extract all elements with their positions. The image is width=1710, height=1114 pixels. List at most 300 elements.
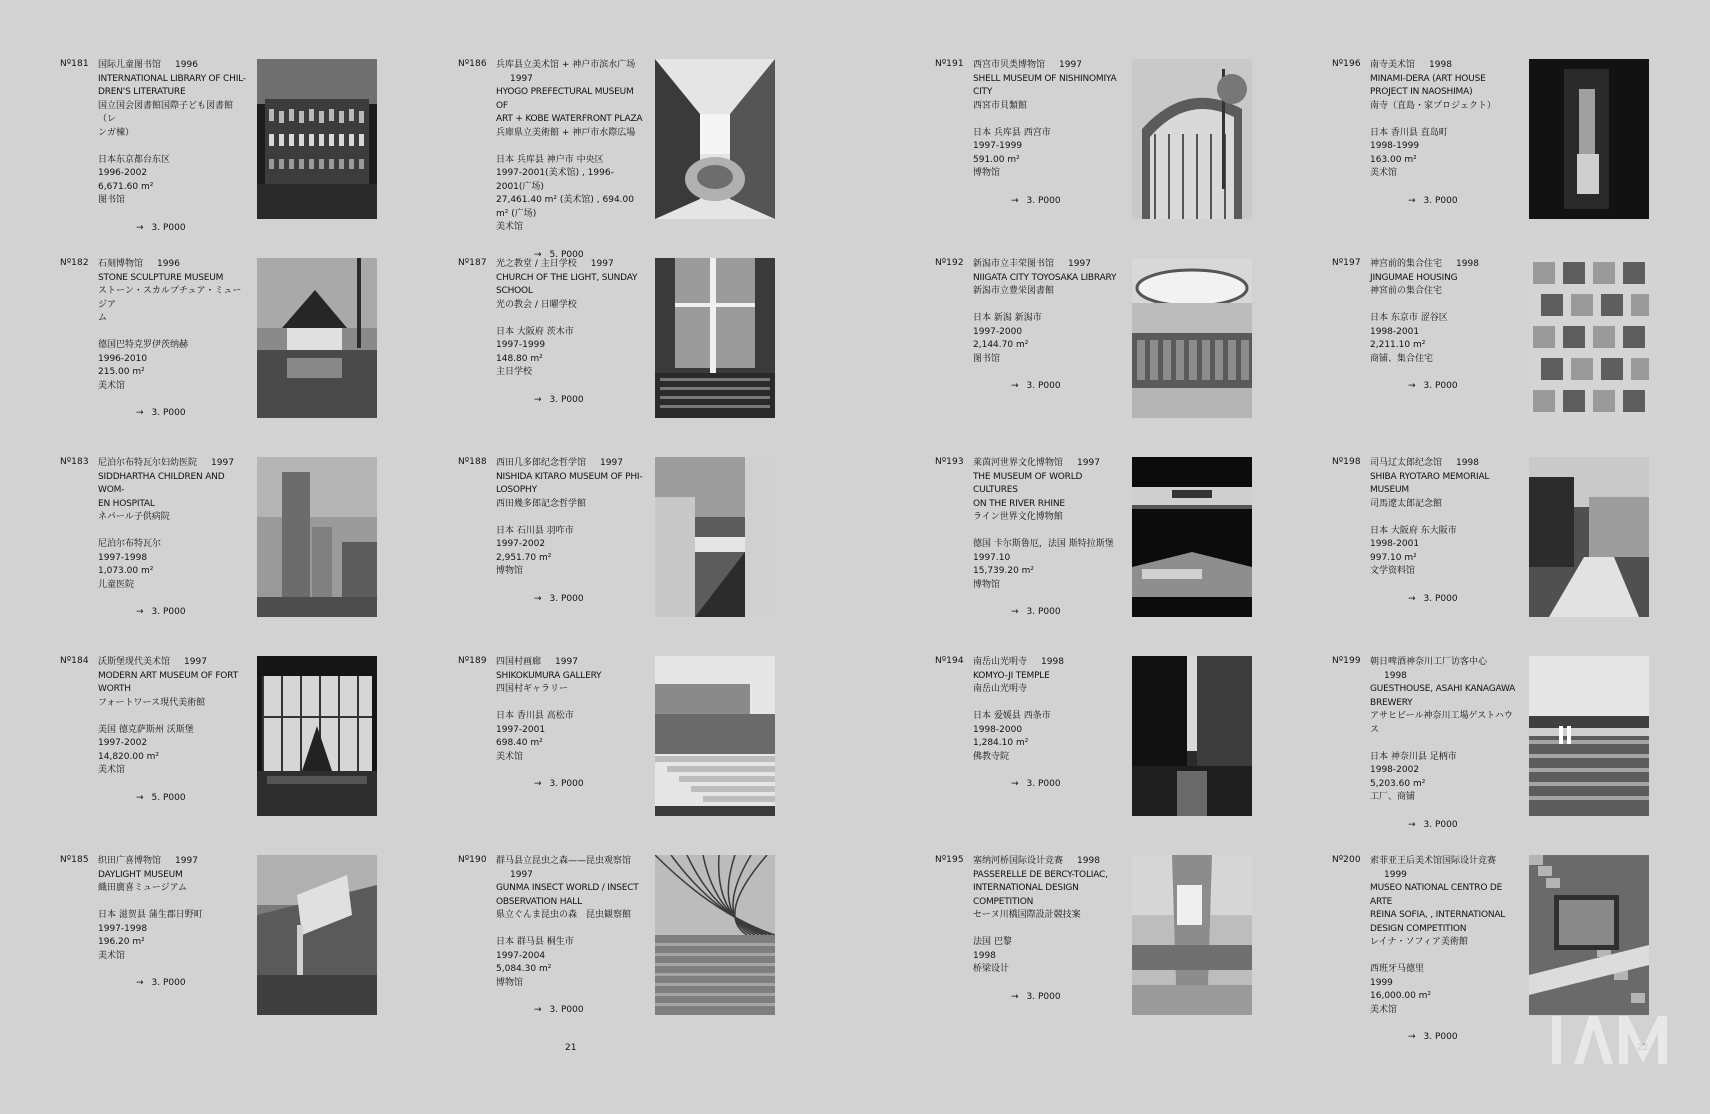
arrow-right-icon: → [534,593,542,604]
project-number: Nº188 [458,457,487,467]
title-line [1370,855,1518,882]
arrow-right-icon: → [1011,991,1019,1002]
project-title-jp: 西宮市貝類館 [973,100,1028,111]
spacer [496,697,644,711]
project-title-jp: ストーン・スカルプチュア・ミュージア [98,286,242,310]
project-photo [257,258,377,418]
project-type: 儿童医院 [98,579,135,590]
project-entry [1332,258,1692,428]
project-title-en: SCHOOL [496,286,533,296]
page-reference-label: 3. P000 [151,222,186,233]
project-type: 商铺、集合住宅 [1370,353,1434,364]
project-area: 27,461.40 m² (美术馆) , 694.00 m² (广场) [496,195,634,219]
project-dates: 1997-2000 [973,326,1023,337]
spacer [496,511,644,525]
title-line [973,855,1121,869]
project-area: 2,211.10 m² [1370,340,1426,350]
project-area: 215.00 m² [98,367,145,377]
project-text [1370,855,1518,1045]
spacer [973,113,1121,127]
project-number: Nº184 [60,656,89,666]
title-line [973,656,1121,670]
project-dates: 1998-2002 [1370,765,1420,775]
arrow-right-icon: → [534,779,542,789]
project-area: 15,739.20 m² [973,566,1035,576]
project-number: Nº190 [458,855,487,865]
project-title-jp: ム [98,313,108,323]
project-title-cn: 西田几多郎纪念哲学馆 [496,458,587,468]
project-area: 6,671.60 m² [98,181,154,192]
project-area: 196.20 m² [98,937,145,947]
project-year: 1997 [510,869,533,880]
project-entry [1332,656,1692,830]
page-reference-label: 3. P000 [1026,195,1061,206]
project-area: 698.40 m² [496,738,543,748]
title-line [1370,258,1518,272]
project-number: Nº181 [60,59,89,69]
project-title-jp: セーヌ川橋国際設計競技案 [973,910,1081,920]
project-photo [655,855,775,1015]
spacer [1370,113,1518,127]
project-loc: 美国 德克萨斯州 沃斯堡 [98,724,194,735]
spacer [98,710,246,724]
project-type: 工厂、商铺 [1370,792,1416,802]
spacer [973,299,1121,313]
project-title-en: CHURCH OF THE LIGHT, SUNDAY [496,272,638,283]
project-loc: 德国 卡尔斯鲁厄，法国 斯特拉斯堡 [973,539,1114,549]
project-title-en: REINA SOFIA, , INTERNATIONAL [1370,910,1506,920]
project-title-en: OBSERVATION HALL [496,896,582,907]
project-number: Nº187 [458,258,487,268]
project-year: 1997 [211,458,234,468]
arrow-right-icon: → [1011,607,1019,617]
project-text [973,258,1121,394]
project-title-jp: 兵庫県立美術館 + 神戸市水際広場 [496,127,636,138]
project-loc: 日本 大阪府 东大阪市 [1370,525,1457,536]
project-entry [935,258,1295,428]
arrow-right-icon: → [1408,195,1416,206]
project-entry [1332,855,1692,1042]
project-dates: 1997.10 [973,552,1011,563]
project-type: 桥梁设计 [973,964,1010,974]
project-area: 1,073.00 m² [98,566,154,576]
project-title-en: COMPETITION [973,896,1034,907]
project-number: Nº189 [458,656,487,666]
project-title-en: DESIGN COMPETITION [1370,923,1467,934]
page-reference-label: 3. P000 [1026,991,1061,1002]
spacer [496,312,644,326]
project-number: Nº191 [935,59,964,69]
project-area: 163.00 m² [1370,154,1417,165]
project-year: 1997 [1059,60,1082,70]
project-photo [257,656,377,816]
project-type: 美术馆 [1370,1004,1398,1015]
project-text [496,855,644,1018]
project-type: 主日学校 [496,367,533,377]
project-title-jp: 西田幾多郎記念哲学館 [496,498,587,509]
arrow-right-icon: → [136,408,144,418]
project-year: 1997 [1077,458,1100,468]
project-title-jp: 光の教会 / 日曜学校 [496,299,577,310]
page-reference [973,195,1121,209]
project-title-en: DAYLIGHT MUSEUM [98,869,183,880]
project-dates: 1997-2004 [496,950,546,961]
project-year: 1996 [175,60,198,70]
project-number: Nº196 [1332,59,1361,69]
page-reference-label: 3. P000 [549,593,584,604]
project-title-cn: 司马辽太郎纪念馆 [1370,458,1443,468]
project-entry [935,656,1295,826]
project-photo [1132,457,1252,617]
project-area: 1,284.10 m² [973,738,1029,748]
title-line [496,656,644,670]
project-area: 5,203.60 m² [1370,778,1426,789]
project-text [973,59,1121,208]
project-type: 博物馆 [973,168,1001,178]
page-reference [1370,380,1518,394]
project-title-jp: 県立ぐんま昆虫の森 昆虫観察館 [496,910,632,920]
project-title-cn: 国际儿童图书馆 [98,60,162,70]
project-title-cn: 朝日啤酒神奈川工厂访客中心 [1370,657,1488,667]
project-year: 1998 [1041,657,1064,667]
page-reference-label: 3. P000 [1423,819,1458,830]
project-photo [1529,855,1649,1015]
project-title-en: STONE SCULPTURE MUSEUM [98,272,224,283]
page-reference [98,222,246,236]
project-title-jp: 四国村ギャラリー [496,684,569,694]
project-loc: 西班牙马德里 [1370,964,1425,974]
arrow-right-icon: → [1011,779,1019,789]
project-title-en: ART + KOBE WATERFRONT PLAZA [496,114,643,124]
project-type: 博物馆 [973,579,1001,590]
arrow-right-icon: → [136,222,144,233]
project-title-en: HYOGO PREFECTURAL MUSEUM OF [496,87,634,111]
project-entry [458,59,818,260]
project-title-en: LOSOPHY [496,485,537,495]
project-title-en: PASSERELLE DE BERCY-TOLIAC, [973,869,1108,880]
spacer [496,923,644,937]
project-title-en: PROJECT IN NAOSHIMA) [1370,87,1473,97]
project-title-cn: 南寺美术馆 [1370,60,1416,70]
arrow-right-icon: → [1408,819,1416,830]
spacer [1370,511,1518,525]
page-reference-label: 3. P000 [1423,381,1458,391]
project-title-cn: 光之教堂 / 主日学校 [496,259,577,269]
page-reference [973,380,1121,394]
project-title-cn: 南岳山光明寺 [973,657,1028,667]
project-loc: 日本 兵库县 西宫市 [973,127,1051,138]
title-line [973,59,1121,73]
project-text [98,656,246,805]
project-title-jp: 国立国会図書館国際子ども図書館（レ [98,100,234,124]
page-reference [1370,195,1518,209]
project-dates: 1997-2002 [496,539,546,549]
project-type: 美术馆 [1370,168,1398,178]
project-text [98,855,246,991]
project-photo [655,59,775,219]
project-entry [458,258,818,428]
arrow-right-icon: → [136,792,144,803]
project-title-cn: 新潟市立丰荣图书馆 [973,259,1055,269]
project-text [98,258,246,421]
project-number: Nº182 [60,258,89,268]
project-area: 16,000.00 m² [1370,991,1432,1001]
project-number: Nº185 [60,855,89,865]
title-line [496,59,644,86]
project-area: 591.00 m² [973,154,1020,165]
project-number: Nº183 [60,457,89,467]
project-year: 1997 [600,458,623,468]
project-loc: 日本 石川县 羽咋市 [496,525,574,536]
title-line [98,59,246,73]
spacer [1370,950,1518,964]
project-year: 1998 [1456,458,1479,468]
page-reference [496,1004,644,1018]
project-title-jp: 神宮前の集合住宅 [1370,286,1443,296]
page-number-left: 21 [565,1043,577,1053]
project-photo [655,258,775,418]
project-type: 佛教寺院 [973,751,1010,762]
project-type: 博物馆 [496,977,524,988]
project-dates: 1998-2001 [1370,326,1420,337]
title-line [98,258,246,272]
project-number: Nº199 [1332,656,1361,666]
project-text [1370,457,1518,606]
project-title-cn: 四国村画廊 [496,657,542,667]
project-area: 5,084.30 m² [496,964,552,974]
project-photo [257,457,377,617]
project-photo [1529,656,1649,816]
arrow-right-icon: → [1408,381,1416,391]
project-title-cn: 尼泊尔布特瓦尔妇幼医院 [98,458,198,468]
project-title-jp: ライン世界文化博物館 [973,512,1063,522]
project-dates: 1997-1999 [496,340,546,350]
project-photo [1132,656,1252,816]
page-reference-label: 3. P000 [1026,381,1061,391]
project-dates: 1997-2001 [496,724,546,735]
spacer [1370,737,1518,751]
arrow-right-icon: → [1408,1032,1416,1042]
project-title-en: SIDDHARTHA CHILDREN AND WOM- [98,471,225,495]
project-year: 1997 [184,657,207,667]
page-reference-label: 3. P000 [1423,1032,1458,1042]
project-year: 1997 [510,73,533,84]
spacer [973,525,1121,539]
page-reference [973,991,1121,1005]
project-area: 148.80 m² [496,353,543,364]
project-number: Nº193 [935,457,964,467]
project-text [496,258,644,407]
project-loc: 日本 群马县 桐生市 [496,937,574,947]
page-reference [973,606,1121,620]
spacer [973,697,1121,711]
page-reference [1370,593,1518,607]
project-title-cn: 塞纳河桥国际设计竞赛 [973,856,1064,866]
page-reference [496,394,644,408]
arrow-right-icon: → [1011,381,1019,391]
project-title-en: JINGUMAE HOUSING [1370,272,1458,283]
project-number: Nº186 [458,59,487,69]
project-photo [1132,855,1252,1015]
project-loc: 日本东京都台东区 [98,154,171,165]
project-year: 1997 [175,856,198,866]
project-loc: 法国 巴黎 [973,937,1012,947]
title-line [496,457,644,471]
spacer [98,140,246,154]
arrow-right-icon: → [136,978,144,988]
project-title-en: SHIBA RYOTARO MEMORIAL [1370,471,1490,482]
page-reference [98,606,246,620]
project-title-en: NISHIDA KITARO MUSEUM OF PHI- [496,471,643,482]
project-loc: 日本 香川县 高松市 [496,711,574,721]
project-type: 美术馆 [496,222,524,232]
spacer [496,140,644,154]
project-text [496,457,644,606]
project-number: Nº197 [1332,258,1361,268]
project-dates: 1998 [973,950,996,961]
project-type: 文学资料馆 [1370,566,1416,576]
project-text [496,656,644,792]
project-entry [60,258,420,428]
project-entry [458,457,818,627]
project-loc: 德国巴特克罗伊茨纳赫 [98,340,189,350]
page-reference-label: 5. P000 [549,249,584,260]
project-title-jp: レイナ・ソフィア美術館 [1370,937,1468,947]
page-reference [1370,1031,1518,1045]
title-line [1370,457,1518,471]
project-year: 1996 [157,259,180,269]
title-line [1370,59,1518,73]
project-title-en: MUSEO NATIONAL CENTRO DE ARTE [1370,883,1503,907]
project-photo [1529,258,1649,418]
project-title-en: KOMYO-JI TEMPLE [973,670,1050,681]
page-reference [1370,819,1518,833]
project-year: 1997 [555,657,578,667]
title-line [98,656,246,670]
project-title-cn: 沃斯堡现代美术馆 [98,657,171,667]
project-entry [935,59,1295,229]
project-text [98,59,246,235]
project-dates: 1997-1999 [973,141,1023,151]
project-entry [935,855,1295,1025]
project-title-en: WORTH [98,684,131,694]
project-title-jp: 南寺（直島・家プロジェクト） [1370,100,1496,111]
project-loc: 日本 爱媛县 西条市 [973,711,1051,721]
project-title-en: EN HOSPITAL [98,498,155,509]
project-area: 14,820.00 m² [98,751,160,762]
project-title-cn: 兵库县立美术馆 + 神户市滨水广场 [496,60,636,70]
project-entry [60,457,420,627]
project-dates: 1998-2001 [1370,539,1420,549]
page-reference [98,792,246,806]
project-number: Nº195 [935,855,964,865]
page-reference-label: 3. P000 [151,408,186,418]
page-reference-label: 3. P000 [151,607,186,617]
project-year: 1998 [1429,60,1452,70]
title-line [98,457,246,471]
project-entry [1332,59,1692,229]
project-entry [1332,457,1692,627]
page-reference-label: 3. P000 [1026,607,1061,617]
project-type: 图书馆 [973,353,1001,364]
project-type: 美术馆 [98,765,126,775]
project-year: 1997 [1068,259,1091,269]
project-text [1370,59,1518,208]
page-reference [496,593,644,607]
project-title-en: ON THE RIVER RHINE [973,498,1065,509]
project-title-cn: 石刻博物馆 [98,259,144,269]
project-number: Nº198 [1332,457,1361,467]
arrow-right-icon: → [1408,593,1416,604]
project-entry [458,656,818,826]
project-title-en: THE MUSEUM OF WORLD CULTURES [973,471,1083,495]
page-reference [496,778,644,792]
project-title-cn: 神宫前的集合住宅 [1370,259,1443,269]
project-loc: 日本 香川县 直岛町 [1370,127,1448,138]
project-title-jp: ンガ棟） [98,127,135,138]
project-photo [655,457,775,617]
project-year: 1998 [1384,670,1407,681]
spacer [98,525,246,539]
project-title-en: MODERN ART MUSEUM OF FORT [98,670,238,681]
project-title-en: MUSEUM [1370,485,1409,495]
project-title-en: CITY [973,87,993,97]
project-text [1370,656,1518,832]
project-entry [60,656,420,826]
project-photo [1132,59,1252,219]
page-reference-label: 3. P000 [549,1005,584,1015]
project-title-en: GUNMA INSECT WORLD / INSECT [496,883,639,893]
project-dates: 1997-1998 [98,552,148,563]
project-area: 2,144.70 m² [973,340,1029,350]
project-dates: 1997-1998 [98,923,148,934]
project-title-cn: 西宫市贝类博物馆 [973,60,1046,70]
project-area: 997.10 m² [1370,552,1417,563]
project-entry [458,855,818,1025]
project-title-en: SHELL MUSEUM OF NISHINOMIYA [973,73,1117,84]
project-number: Nº200 [1332,855,1361,865]
project-dates: 1998-2000 [973,724,1023,735]
project-text [973,457,1121,620]
arrow-right-icon: → [534,394,542,405]
project-dates: 1996-2010 [98,353,148,364]
spacer [973,923,1121,937]
page-reference-label: 3. P000 [1423,195,1458,206]
project-entry [935,457,1295,627]
project-title-en: BREWERY [1370,697,1413,708]
project-photo [1529,457,1649,617]
arrow-right-icon: → [136,607,144,617]
title-line [496,258,644,272]
project-title-jp: ネパール子供病院 [98,512,170,522]
title-line [496,855,644,882]
project-title-cn: 织田广喜博物馆 [98,856,162,866]
project-type: 美术馆 [496,751,524,762]
page-reference [98,977,246,991]
page-reference-label: 5. P000 [151,792,186,803]
project-type: 图书馆 [98,195,126,205]
project-type: 美术馆 [98,950,126,961]
project-title-cn: 莱茵河世界文化博物馆 [973,458,1064,468]
page-reference-label: 3. P000 [549,394,584,405]
page-reference-label: 3. P000 [1423,593,1458,604]
project-loc: 日本 神奈川县 足柄市 [1370,751,1457,762]
project-dates: 1999 [1370,977,1393,988]
project-dates: 1998-1999 [1370,141,1420,151]
project-year: 1998 [1456,259,1479,269]
title-line [1370,656,1518,683]
project-loc: 日本 东京市 涩谷区 [1370,313,1448,323]
